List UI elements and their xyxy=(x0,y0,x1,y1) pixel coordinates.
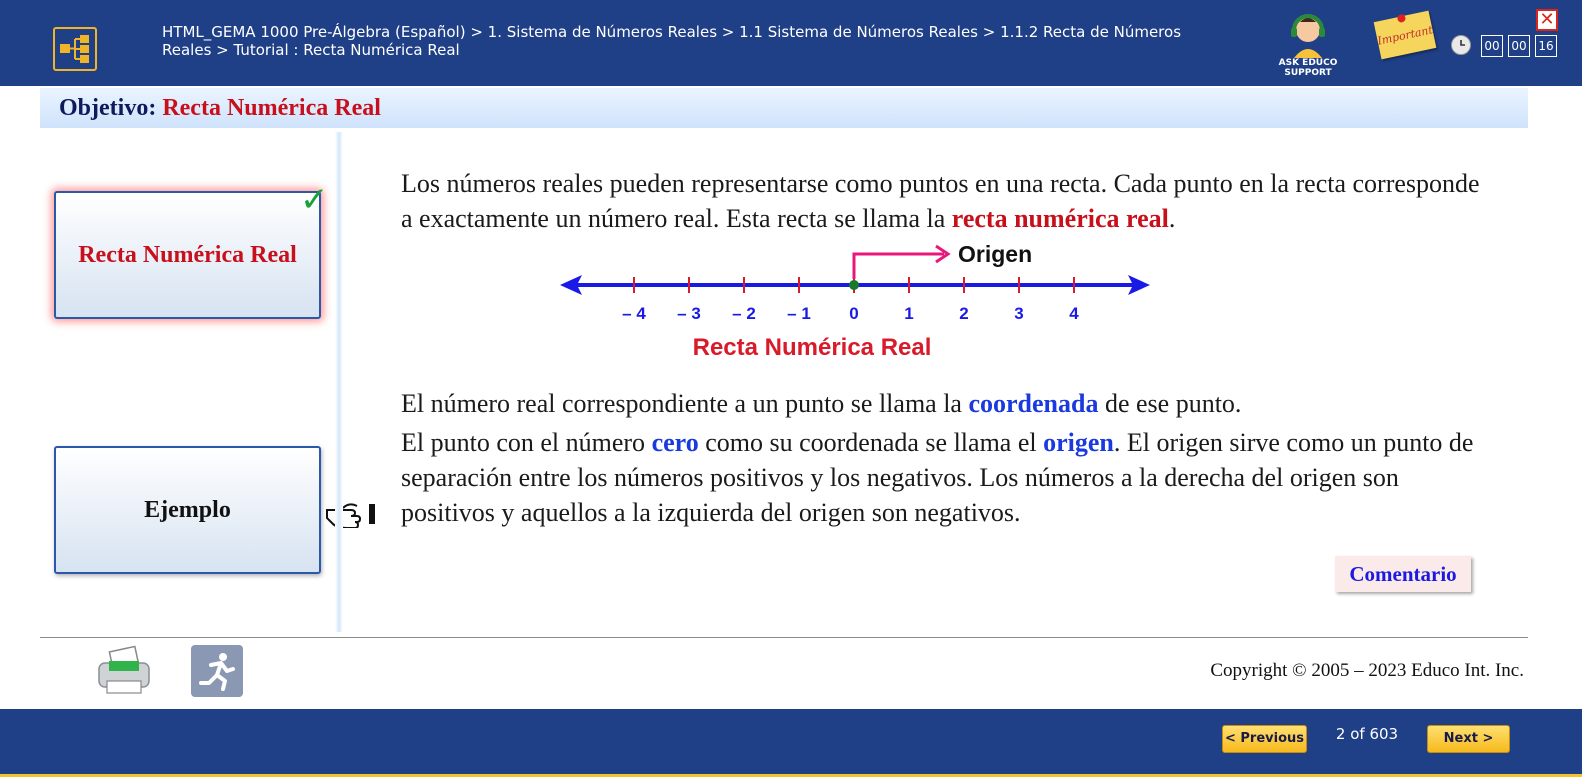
timer-seconds: 16 xyxy=(1535,35,1557,57)
objective-label: Objetivo: xyxy=(59,95,157,121)
bottom-nav-bar xyxy=(0,709,1582,777)
term-coordenada: coordenada xyxy=(968,389,1099,418)
sidebar-item-recta-numerica-real[interactable] xyxy=(54,191,321,319)
clock-icon xyxy=(1451,35,1471,55)
sidebar-item-ejemplo[interactable] xyxy=(54,446,321,574)
previous-button[interactable]: < Previous xyxy=(1222,725,1307,753)
text-segment: El número real correspondiente a un punto se llama la xyxy=(401,389,969,418)
term-origen: origen xyxy=(1043,428,1114,457)
pointing-hand-icon xyxy=(325,498,379,528)
check-icon: ✓ xyxy=(300,180,329,220)
printer-icon[interactable] xyxy=(95,645,155,697)
origin-paragraph xyxy=(401,425,1481,530)
tick-label: – 2 xyxy=(732,304,756,323)
next-button[interactable]: Next > xyxy=(1427,725,1510,753)
tick-label: – 3 xyxy=(677,304,701,323)
coordinate-paragraph xyxy=(401,386,1481,421)
pin-icon xyxy=(1397,14,1406,23)
important-label: Important xyxy=(1376,22,1434,48)
sitemap-icon xyxy=(55,29,95,69)
sidebar-item-label: Recta Numérica Real xyxy=(78,241,297,268)
sitemap-button[interactable] xyxy=(53,27,97,71)
intro-paragraph xyxy=(401,166,1481,236)
term-recta-numerica-real: recta numérica real xyxy=(951,204,1169,233)
number-line-title: Recta Numérica Real xyxy=(692,334,932,361)
header-bar xyxy=(0,0,1582,86)
tick-label: 1 xyxy=(904,304,914,323)
text-segment: . El origen sirve como un punto de separación entre los números positivos y los negativos. Los números a la derecha del origen son positivos y aquellos a la izquierda del origen son negativos. xyxy=(401,428,1474,527)
text-segment: Los números reales pueden representarse como puntos en una recta. Cada punto en la recta corresponde a exactamente un número real. Esta recta se llama la xyxy=(401,169,1480,233)
origin-label: Origen xyxy=(958,241,1033,267)
comentario-button[interactable]: Comentario xyxy=(1335,556,1471,592)
text-segment: El punto con el número xyxy=(401,428,652,457)
tick-label: 4 xyxy=(1069,304,1079,323)
text-segment: . xyxy=(1168,204,1176,233)
close-button[interactable]: ✕ xyxy=(1536,9,1558,31)
text-segment: de ese punto. xyxy=(1098,389,1242,418)
timer-hours: 00 xyxy=(1481,35,1503,57)
copyright-text: Copyright © 2005 – 2023 Educo Int. Inc. xyxy=(1210,660,1524,681)
ask-educo-support-button[interactable] xyxy=(1256,10,1360,78)
breadcrumb: HTML_GEMA 1000 Pre-Álgebra (Español) > 1. Sistema de Números Reales > 1.1 Sistema de Números Reales > 1.1.2 Recta de Números Reales > Tutorial : Recta Numérica Real xyxy=(162,23,1182,59)
objective-title: Recta Numérica Real xyxy=(162,95,381,121)
origin-pointer-line xyxy=(854,254,944,279)
number-line-diagram xyxy=(550,238,1170,368)
support-agent-icon xyxy=(1256,10,1360,58)
exit-run-button[interactable] xyxy=(191,645,243,697)
footer-divider xyxy=(40,637,1528,638)
sidebar-item-label: Ejemplo xyxy=(144,496,231,523)
tick-label: – 1 xyxy=(787,304,811,323)
support-label: ASK EDUCO SUPPORT xyxy=(1278,58,1338,78)
panel-divider xyxy=(335,132,343,632)
text-segment: como su coordenada se llama el xyxy=(698,428,1044,457)
tick-label: – 4 xyxy=(622,304,646,323)
tick-label: 3 xyxy=(1014,304,1024,323)
important-note-button[interactable] xyxy=(1374,11,1437,60)
page-counter: 2 of 603 xyxy=(1335,725,1399,743)
running-man-icon xyxy=(191,645,243,697)
origin-point xyxy=(849,280,859,290)
term-cero: cero xyxy=(651,428,699,457)
timer-minutes: 00 xyxy=(1508,35,1530,57)
tick-label: 0 xyxy=(849,304,859,323)
objective-bar xyxy=(40,88,1528,128)
tick-label: 2 xyxy=(959,304,969,323)
